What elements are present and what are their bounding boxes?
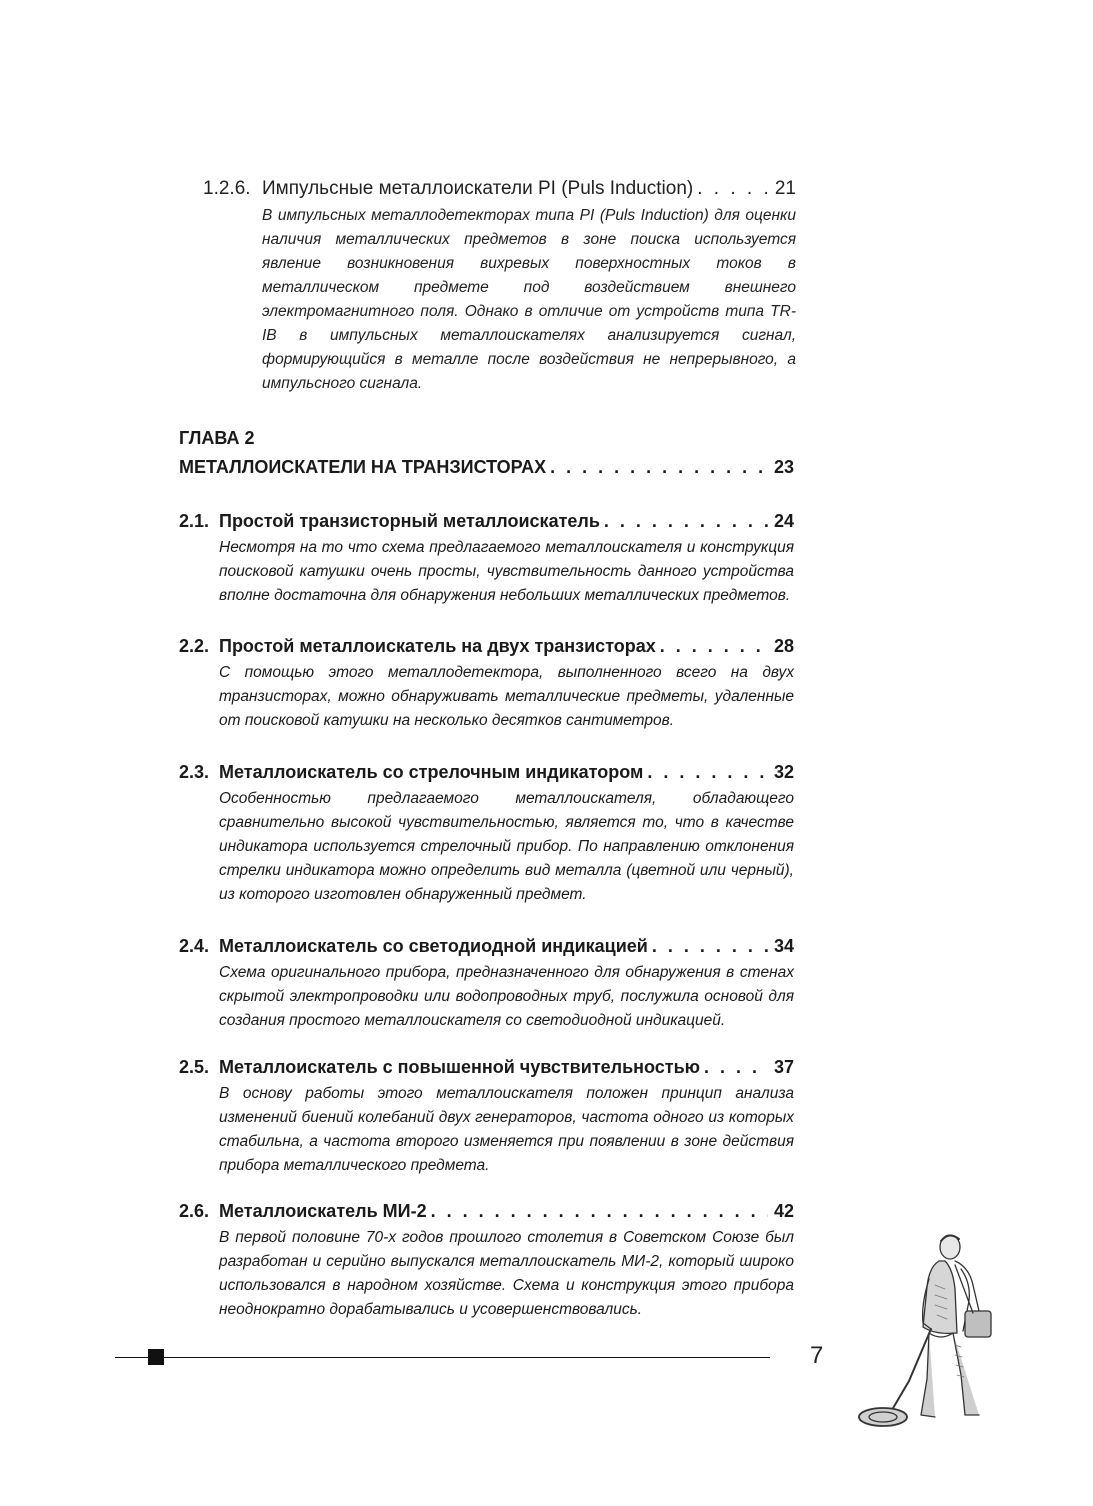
toc-entry-2-6[interactable] <box>179 1201 794 1322</box>
toc-entry-number: 1.2.6. <box>203 178 251 199</box>
toc-entry-line <box>179 1201 794 1222</box>
toc-entry-description: Схема оригинального прибора, предназначенного для обнаружения в стенах скрытой электропроводки или водопроводных труб, послужила основой для создания простого металлоискателя со светодиодной индикацией. <box>219 964 794 1029</box>
dot-leader <box>704 1058 768 1076</box>
toc-entry-2-5[interactable] <box>179 1057 794 1178</box>
toc-entry-title: Простой транзисторный металлоискатель <box>219 511 600 531</box>
toc-entry-line <box>181 178 796 200</box>
toc-entry-2-1[interactable] <box>179 511 794 608</box>
chapter-heading[interactable] <box>179 428 794 478</box>
toc-entry-page: 42 <box>773 1201 794 1221</box>
toc-entry-line <box>179 1057 794 1078</box>
toc-entry-title: Простой металлоискатель на двух транзисторах <box>219 636 656 656</box>
toc-entry-description: Особенностью предлагаемого металлоискателя, обладающего сравнительно высокой чувствительностью, является то, что в качестве индикатора используется стрелочный прибор. По направлению отклонения стрелки индикатора можно определить вид металла (цветной или черный), из которого изготовлен обнаруженный предмет. <box>219 790 794 903</box>
dot-leader <box>660 637 768 655</box>
toc-entry-title: Металлоискатель с повышенной чувствительностью <box>219 1057 701 1077</box>
dot-leader <box>697 179 769 198</box>
toc-entry-line <box>179 511 794 532</box>
toc-entry-description: В первой половине 70-х годов прошлого столетия в Советском Союзе был разработан и серийно выпускался металлоискатель МИ-2, который широко использовался в народном хозяйстве. Схема и конструкция этого прибора неоднократно дорабатывались и усовершенствовались. <box>219 1229 794 1318</box>
toc-entry-title: Металлоискатель со светодиодной индикацией <box>219 936 648 956</box>
toc-entry-1-2-6[interactable] <box>181 178 796 396</box>
toc-entry-description: С помощью этого металлодетектора, выполненного всего на двух транзисторах, можно обнаруживать металлические предметы, удаленные от поисковой катушки на несколько десятков сантиметров. <box>219 664 794 729</box>
dot-leader <box>647 763 768 781</box>
toc-entry-page: 24 <box>773 511 794 531</box>
toc-entry-title: Металлоискатель МИ-2 <box>219 1201 427 1221</box>
dot-leader <box>550 458 768 476</box>
toc-entry-line <box>179 936 794 957</box>
footer-square-marker <box>148 1349 164 1365</box>
metal-detector-man-icon <box>855 1225 1030 1435</box>
chapter-label: ГЛАВА 2 <box>179 428 255 448</box>
toc-entry-line <box>179 636 794 657</box>
toc-entry-number: 2.5. <box>179 1057 210 1077</box>
toc-entry-page: 37 <box>773 1057 794 1077</box>
toc-entry-2-2[interactable] <box>179 636 794 733</box>
dot-leader <box>431 1202 768 1220</box>
toc-entry-description: В импульсных металлодетекторах типа PI (Puls Induction) для оценки наличия металлических предметов в зоне поиска используется явление возникновения вихревых поверхностных токов в металлическом предмете под воздействием внешнего электромагнитного поля. Однако в отличие от устройств типа TR-IB в импульсных металлоискателях анализируется сигнал, формирующийся в металле после воздействия не непрерывного, а импульсного сигнала. <box>262 207 796 392</box>
dot-leader <box>604 512 768 530</box>
toc-entry-2-3[interactable] <box>179 762 794 907</box>
chapter-page: 23 <box>773 457 794 477</box>
toc-entry-page: 21 <box>774 178 796 199</box>
toc-entry-number: 2.2. <box>179 636 210 656</box>
toc-entry-page: 28 <box>773 636 794 656</box>
toc-entry-2-4[interactable] <box>179 936 794 1033</box>
chapter-title: МЕТАЛЛОИСКАТЕЛИ НА ТРАНЗИСТОРАХ <box>179 457 547 477</box>
toc-entry-description: Несмотря на то что схема предлагаемого металлоискателя и конструкция поисковой катушки очень просты, чувствительность данного устройства вполне достаточна для обнаружения небольших металлических предметов. <box>219 539 794 604</box>
toc-entry-page: 34 <box>773 936 794 956</box>
page-number: 7 <box>810 1342 824 1369</box>
toc-entry-number: 2.1. <box>179 511 210 531</box>
toc-entry-number: 2.6. <box>179 1201 210 1221</box>
toc-entry-number: 2.4. <box>179 936 210 956</box>
dot-leader <box>652 937 768 955</box>
toc-entry-page: 32 <box>773 762 794 782</box>
footer-rule <box>115 1357 770 1358</box>
chapter-line <box>179 457 794 478</box>
toc-entry-title: Металлоискатель со стрелочным индикатором <box>219 762 644 782</box>
toc-entry-number: 2.3. <box>179 762 210 782</box>
toc-entry-title: Импульсные металлоискатели PI (Puls Induction) <box>262 178 694 199</box>
toc-entry-description: В основу работы этого металлоискателя положен принцип анализа изменений биений колебаний двух генераторов, частота одного из которых стабильна, а частота второго изменяется при появлении в зоне действия прибора металлического предмета. <box>219 1085 794 1174</box>
toc-entry-line <box>179 762 794 783</box>
